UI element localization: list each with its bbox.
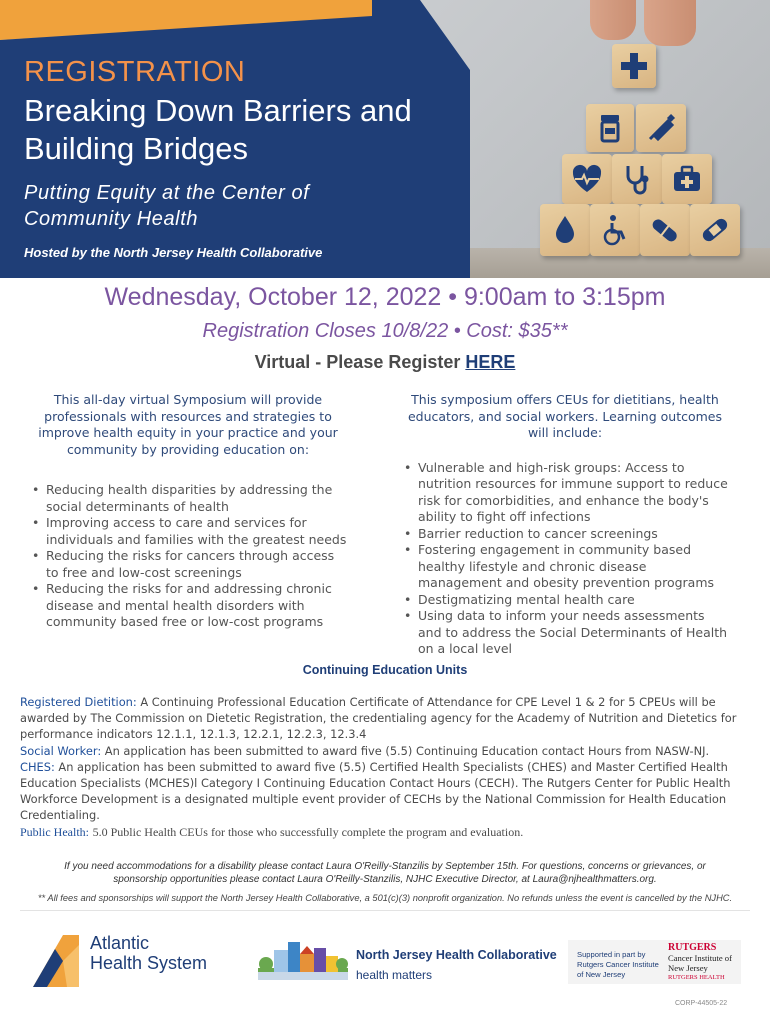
njhc-name: North Jersey Health Collaborative (356, 948, 557, 962)
block-drop (540, 204, 590, 256)
accommodations-note: If you need accommodations for a disability please contact Laura O'Reilly-Stanzilis by September 15th. For questions, concerns or grievances, or sponsorship opportunities please contact Laura O'Reilly-Stanzilis, NJHC Executive Director, at Laura@njhealthmatters.org. (64, 861, 706, 885)
list-item: • Vulnerable and high-risk groups: Access to nutrition resources for immune support to reduce risk for comorbidities, and enhance the body's ability to fight off infections (400, 460, 730, 526)
left-bullet-list (28, 482, 348, 631)
fees-note: ** All fees and sponsorships will support the North Jersey Health Collaborative, a 501(c)(3) nonprofit organization. No refunds unless the event is cancelled by the NJHC. (37, 893, 733, 903)
block-capsule (640, 204, 690, 256)
block-pill-bottle (586, 104, 634, 152)
event-title: Breaking Down Barriers and Building Bridges (24, 93, 412, 166)
virtual-prefix: Virtual - Please Register (254, 352, 466, 372)
rutgers-health: RUTGERS HEALTH (668, 974, 725, 981)
pill-bottle-icon (593, 111, 627, 145)
atlantic-health-logo-icon (33, 935, 79, 987)
list-item: • Destigmatizing mental health care (400, 592, 730, 609)
divider (20, 910, 750, 911)
left-column (28, 392, 348, 631)
ahs-line-1: Atlantic (90, 933, 150, 953)
blood-drop-icon (548, 213, 582, 247)
right-bullet-list (400, 460, 730, 658)
ceu-heading: Continuing Education Units (302, 663, 468, 677)
hand-fingers (644, 0, 696, 46)
list-item: • Barrier reduction to cancer screenings (400, 526, 730, 543)
register-here-link[interactable]: HERE (465, 352, 516, 372)
hand-fingertips (590, 0, 636, 40)
ceu-social-worker (20, 743, 758, 759)
rutgers-logo (668, 943, 738, 983)
left-intro: This all-day virtual Symposium will provide professionals with resources and strategies to improve health equity in your practice and your community by providing education on: (38, 392, 338, 457)
document-code: CORP-44505-22 (675, 1000, 728, 1007)
block-syringe (636, 104, 686, 152)
list-item: • Improving access to care and services for individuals and families with the greatest needs (28, 515, 348, 548)
event-subtitle: Putting Equity at the Center of Community Health (24, 182, 310, 230)
heart-pulse-icon (570, 162, 604, 196)
ceu-dietitian (20, 694, 758, 743)
dietitian-label: Registered Dietition: (20, 695, 137, 709)
ceu-details (20, 694, 758, 840)
virtual-register-line (0, 352, 770, 373)
bandage-icon (698, 213, 732, 247)
social-worker-text: An application has been submitted to award five (5.5) Continuing Education contact Hours from NASW-NJ. (104, 743, 710, 758)
hero-banner (0, 0, 770, 278)
block-bandage (690, 204, 740, 256)
right-intro: This symposium offers CEUs for dietitians, health educators, and social workers. Learning outcomes will include: (407, 392, 723, 440)
ches-label: CHES: (20, 759, 55, 774)
plus-cross-icon (617, 49, 651, 83)
public-health-text: 5.0 Public Health CEUs for those who successfully complete the program and evaluation. (92, 824, 524, 839)
list-item: • Fostering engagement in community based healthy lifestyle and chronic disease management and obesity prevention programs (400, 542, 730, 592)
list-item: • Reducing health disparities by addressing the social determinants of health (28, 482, 348, 515)
host-line: Hosted by the North Jersey Health Collaborative (24, 245, 323, 260)
syringe-icon (644, 111, 678, 145)
list-item: • Using data to inform your needs assessments and to address the Social Determinants of Health on a local level (400, 608, 730, 658)
rutgers-wordmark: RUTGERS (668, 942, 717, 953)
capsule-icon (648, 213, 682, 247)
stethoscope-icon (620, 162, 654, 196)
sponsor-text: Supported in part by Rutgers Cancer Institute of New Jersey (577, 950, 659, 979)
njhc-town-illustration-icon (258, 938, 348, 980)
ahs-line-2: Health System (90, 953, 208, 973)
block-heart (562, 154, 612, 204)
event-date-time: Wednesday, October 12, 2022 • 9:00am to 3:15pm (104, 283, 666, 311)
atlantic-health-wordmark (90, 933, 207, 973)
block-stethoscope (612, 154, 662, 204)
registration-close-cost: Registration Closes 10/8/22 • Cost: $35** (202, 320, 568, 342)
ceu-ches (20, 759, 758, 824)
block-wheelchair (590, 204, 640, 256)
registration-label: REGISTRATION (24, 56, 246, 88)
public-health-label: Public Health: (20, 824, 89, 839)
ceu-public-health (20, 824, 758, 840)
rutgers-unit: Cancer Institute of New Jersey (668, 953, 732, 973)
social-worker-label: Social Worker: (20, 743, 102, 758)
wheelchair-icon (598, 213, 632, 247)
list-item: • Reducing the risks for cancers through access to free and low-cost screenings (28, 548, 348, 581)
right-column (400, 392, 730, 658)
first-aid-kit-icon (670, 162, 704, 196)
ches-text: An application has been submitted to award five (5.5) Certified Health Specialists (CHES) and Master Certified Health Education Specialists (MCHES)l Category I Continuing Education Contact Hours (CECH). The Rutgers Center for Public Health Workforce Development is a designated multiple event provider of CECHs by the National Commission for Health Education Credentialing. (20, 759, 731, 823)
dietitian-text: A Continuing Professional Education Certificate of Attendance for CPE Level 1 & 2 for 5 CPEUs will be awarded by The Commission on Dietetic Registration, the credentialing agency for the Academy of Nutrition and Dietetics for performance indicators 12.1.1, 12.1.3, 12.2.1, 12.2.3, 12.3.4 (20, 695, 737, 742)
block-plus (612, 44, 656, 88)
list-item: • Reducing the risks for and addressing chronic disease and mental health disorders with community based free or low-cost programs (28, 581, 348, 631)
block-first-aid (662, 154, 712, 204)
njhc-tagline: health matters (356, 968, 433, 982)
